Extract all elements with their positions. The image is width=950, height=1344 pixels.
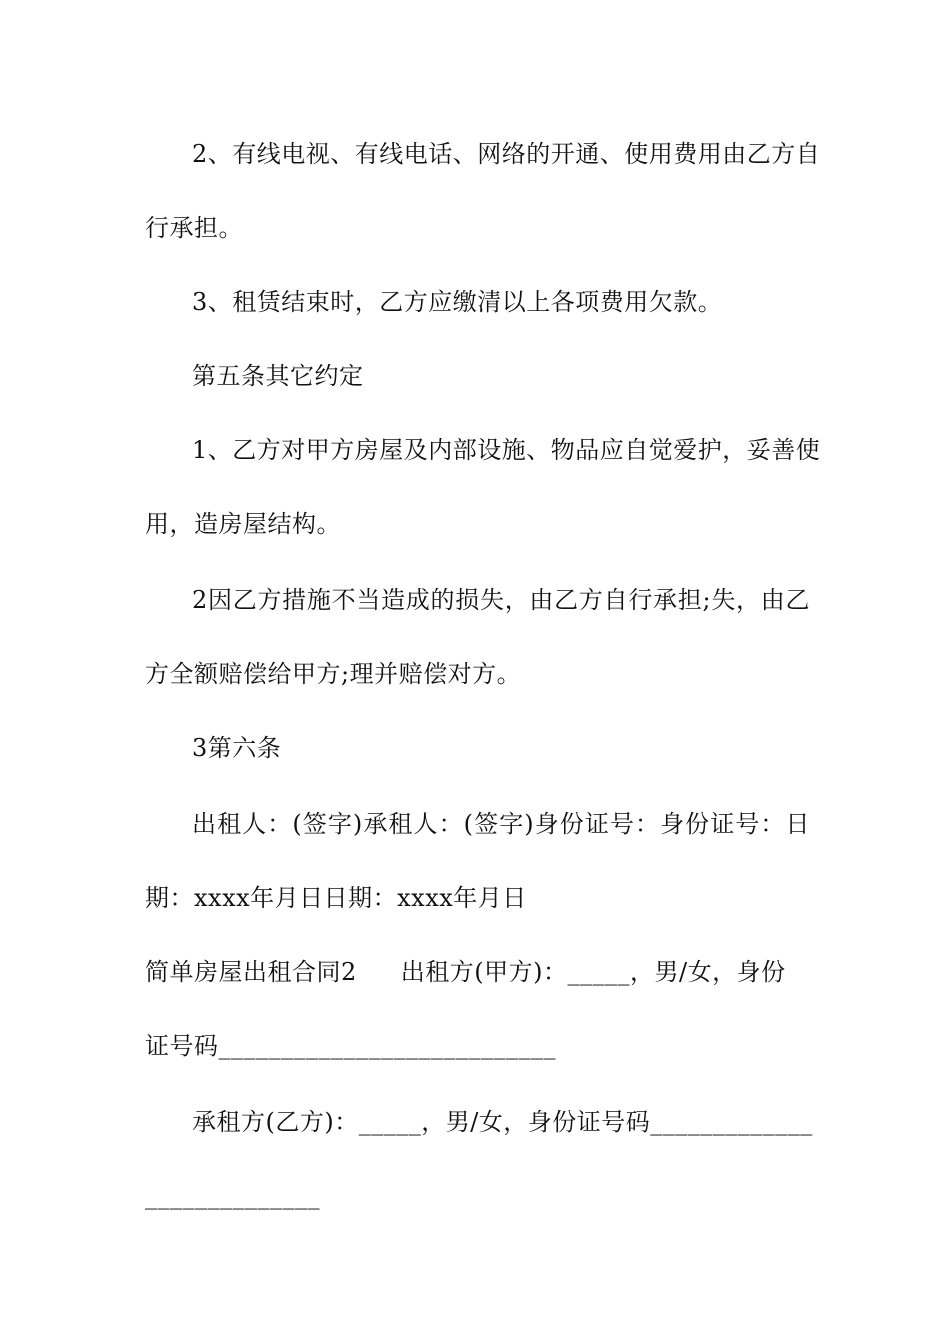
contract-title-line [145,956,810,988]
date-line: 期：xxxx年月日日期：xxxx年月日 [145,884,527,912]
lessee-info-line: 承租方(乙方)：_____，男/女，身份证号码_____________ [192,1108,813,1136]
blank-underline: ______________ [145,1182,320,1210]
paragraph-line: 1、乙方对甲方房屋及内部设施、物品应自觉爱护，妥善使 [192,436,821,464]
paragraph-line: 行承担。 [145,214,243,242]
contract-title: 简单房屋出租合同2 [145,958,357,986]
section-heading: 3第六条 [192,734,282,762]
paragraph-line: 2、有线电视、有线电话、网络的开通、使用费用由乙方自 [192,140,821,168]
paragraph-line: 2因乙方措施不当造成的损失，由乙方自行承担;失，由乙 [192,586,810,614]
paragraph-line: 用，造房屋结构。 [145,510,341,538]
id-number-line: 证号码___________________________ [145,1032,556,1060]
lessor-info: 出租方(甲方)：_____，男/女，身份 [400,958,786,986]
paragraph-line: 方全额赔偿给甲方;理并赔偿对方。 [145,660,522,688]
signature-line: 出租人：(签字)承租人：(签字)身份证号：身份证号：日 [192,810,810,838]
paragraph-line: 3、租赁结束时，乙方应缴清以上各项费用欠款。 [192,288,723,316]
section-heading: 第五条其它约定 [192,362,364,390]
